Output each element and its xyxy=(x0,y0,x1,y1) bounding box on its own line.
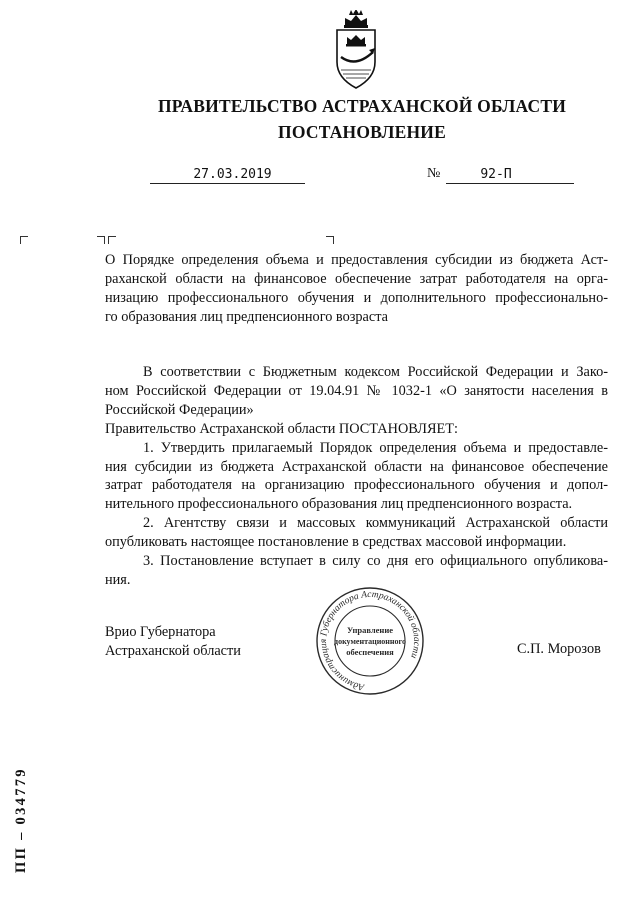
position-line: Астраханской области xyxy=(105,643,241,659)
corner-mark-mid-right xyxy=(97,236,105,244)
item1-line: 1. Утвердить прилагаемый Порядок определения объема и предоставле- xyxy=(143,439,608,456)
item1-line: нительного профессионального образования лиц предпенсионного возраста. xyxy=(105,496,573,513)
document-title xyxy=(105,251,608,327)
number-label: № xyxy=(427,166,441,181)
stamp-center-line: обеспечения xyxy=(346,647,394,657)
stamp-center-line: документационного xyxy=(334,637,406,646)
document-body xyxy=(105,363,608,590)
corner-mark-right xyxy=(326,236,334,244)
document-type-heading: ПОСТАНОВЛЕНИЕ xyxy=(278,122,446,142)
government-heading: ПРАВИТЕЛЬСТВО АСТРАХАНСКОЙ ОБЛАСТИ xyxy=(157,96,567,116)
item1-line: затрат работодателя на организацию профессионального обучения и допол- xyxy=(105,477,608,494)
preamble-line: ном Российской Федерации от 19.04.91 № 1032-1 «О занятости населения в xyxy=(105,382,608,399)
preamble-line: Российской Федерации» xyxy=(105,401,254,418)
item2-line: опубликовать настоящее постановление в средствах массовой информации. xyxy=(105,534,567,551)
corner-mark-left xyxy=(20,236,28,244)
title-line: го образования лиц предпенсионного возраста xyxy=(105,309,388,325)
title-line: раханской области на финансовое обеспечение затрат работодателя на орга- xyxy=(105,271,608,287)
serial-number xyxy=(8,725,30,875)
title-line: О Порядке определения объема и предоставления субсидии из бюджета Аст- xyxy=(105,252,608,268)
official-stamp xyxy=(305,587,435,699)
signatory-position xyxy=(105,623,241,661)
item3-line: ния. xyxy=(105,571,131,588)
item1-line: ния субсидии из бюджета Астраханской области на финансовое обеспечение xyxy=(105,458,608,475)
document-number: 92-П xyxy=(446,167,574,184)
stamp-ring-text: Администрация Губернатора Астраханской области xyxy=(319,589,422,692)
position-line: Врио Губернатора xyxy=(105,624,216,640)
item3-line: 3. Постановление вступает в силу со дня его официального опубликова- xyxy=(143,553,608,570)
preamble-line: В соответствии с Бюджетным кодексом Российской Федерации и Зако- xyxy=(143,364,608,380)
coat-of-arms-icon xyxy=(331,10,381,90)
document-date: 27.03.2019 xyxy=(150,167,305,184)
serial-text: ПП – 034779 xyxy=(13,767,29,873)
title-line: низацию профессионального обучения и дополнительного профессионально- xyxy=(105,290,608,306)
resolves-line: Правительство Астраханской области ПОСТАНОВЛЯЕТ: xyxy=(105,420,458,437)
signatory-name: С.П. Морозов xyxy=(517,641,601,657)
item2-line: 2. Агентству связи и массовых коммуникаций Астраханской области xyxy=(143,515,608,532)
corner-mark-mid-left xyxy=(108,236,116,244)
stamp-center-line: Управление xyxy=(346,625,394,635)
